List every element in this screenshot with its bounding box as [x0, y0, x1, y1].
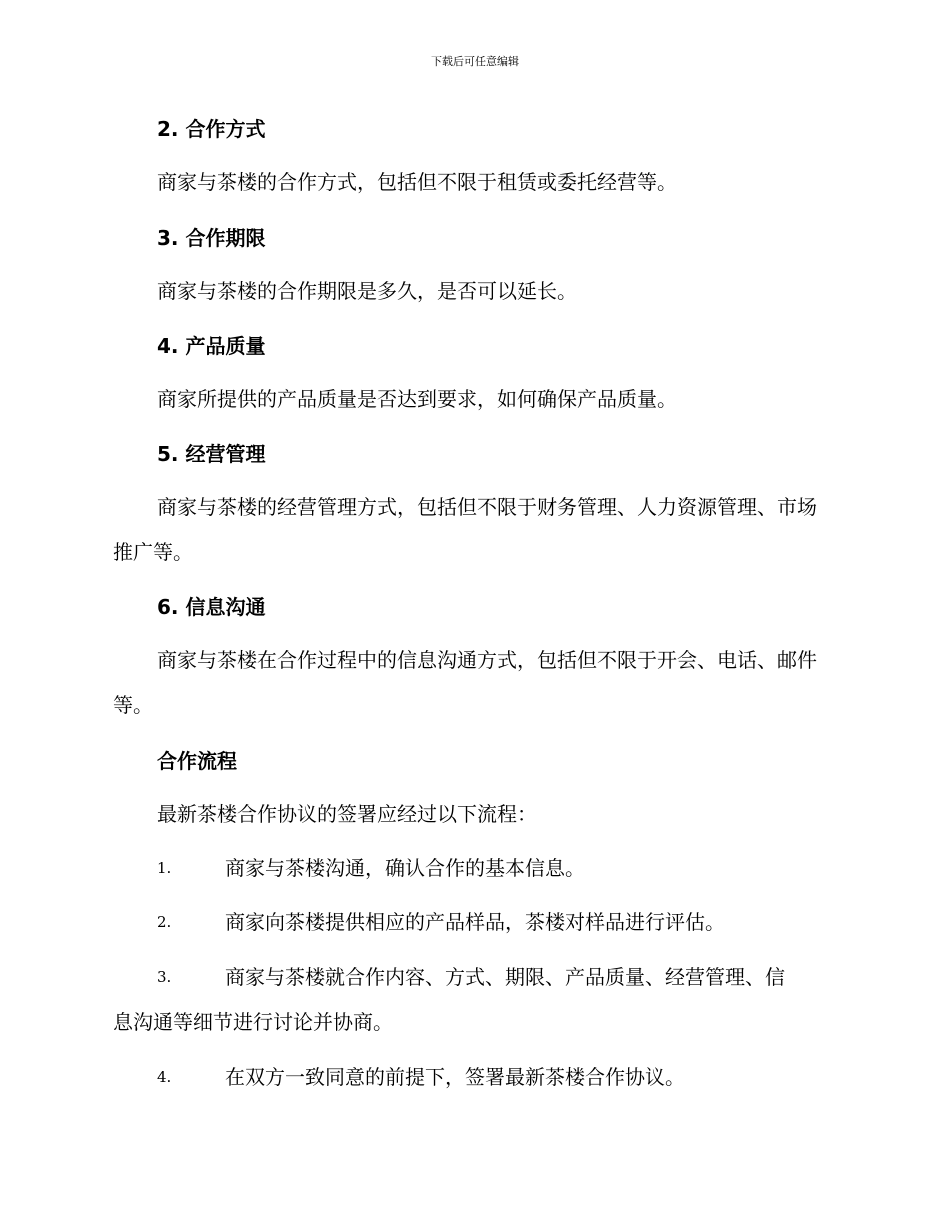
- process-step-number: 1.: [157, 859, 172, 877]
- process-step: [113, 955, 833, 1045]
- section-body-product-quality: 商家所提供的产品质量是否达到要求，如何确保产品质量。: [157, 387, 677, 411]
- process-step-text: 商家与茶楼就合作内容、方式、期限、产品质量、经营管理、信: [225, 965, 785, 989]
- section-body-cooperation-term: 商家与茶楼的合作期限是多久，是否可以延长。: [157, 279, 577, 303]
- section-body-information-communication: 商家与茶楼在合作过程中的信息沟通方式，包括但不限于开会、电话、邮件等。: [113, 648, 817, 717]
- process-step: [113, 1055, 833, 1100]
- process-step-text: 商家与茶楼沟通，确认合作的基本信息。: [225, 856, 585, 880]
- process-step: [113, 846, 833, 891]
- process-step-number: 2.: [157, 913, 172, 931]
- process-step-number: 4.: [157, 1068, 172, 1086]
- process-step-text: 商家向茶楼提供相应的产品样品，茶楼对样品进行评估。: [225, 910, 725, 934]
- process-intro: 最新茶楼合作协议的签署应经过以下流程：: [157, 802, 537, 826]
- process-heading: 合作流程: [157, 749, 237, 773]
- page-header: 下载后可任意编辑: [431, 55, 519, 68]
- section-body-cooperation-mode: 商家与茶楼的合作方式，包括但不限于租赁或委托经营等。: [157, 170, 677, 194]
- section-heading-product-quality: 4. 产品质量: [157, 334, 266, 358]
- process-step-text-continuation: 息沟通等细节进行讨论并协商。: [113, 1010, 393, 1034]
- section-heading-cooperation-mode: 2. 合作方式: [157, 117, 266, 141]
- section-heading-operation-management: 5. 经营管理: [157, 442, 266, 466]
- process-step-text: 在双方一致同意的前提下，签署最新茶楼合作协议。: [225, 1065, 685, 1089]
- section-heading-information-communication: 6. 信息沟通: [157, 595, 266, 619]
- section-heading-cooperation-term: 3. 合作期限: [157, 226, 266, 250]
- process-step-number: 3.: [157, 968, 172, 986]
- process-step: [113, 900, 833, 945]
- section-body-operation-management: 商家与茶楼的经营管理方式，包括但不限于财务管理、人力资源管理、市场推广等。: [113, 495, 817, 564]
